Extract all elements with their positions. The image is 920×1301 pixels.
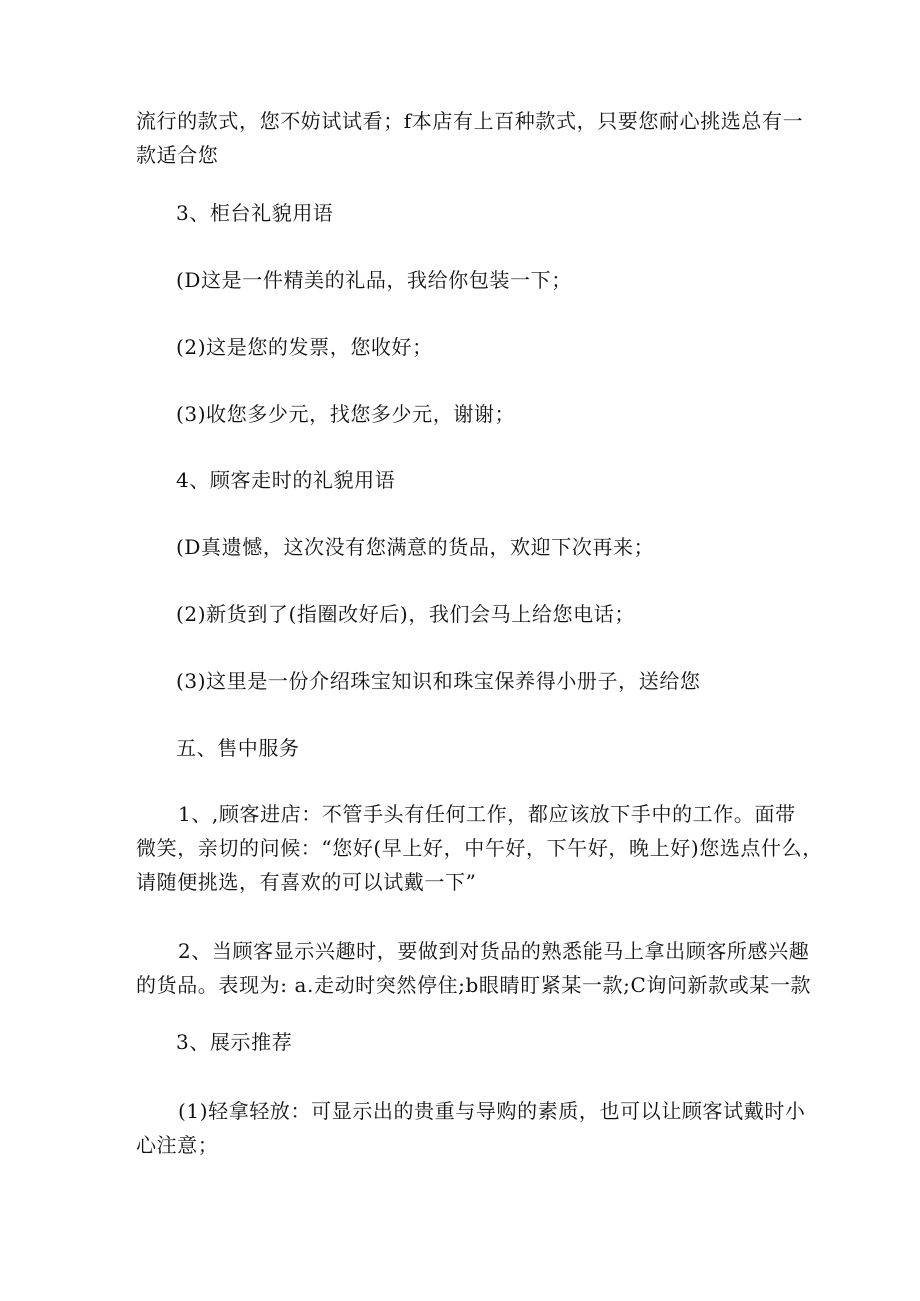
heading-counter-phrases xyxy=(176,196,796,230)
text-line: (D这是一件精美的礼品，我给你包装一下； xyxy=(176,268,572,292)
section-heading-in-sale-service xyxy=(176,731,796,765)
heading-farewell-phrases xyxy=(176,463,796,497)
heading-text: 4、顾客走时的礼貌用语 xyxy=(176,468,396,492)
list-item-invoice xyxy=(176,330,796,364)
list-item-regret xyxy=(176,530,796,564)
heading-display-recommend xyxy=(176,1025,796,1059)
heading-text: 3、柜台礼貌用语 xyxy=(176,201,334,225)
heading-text: 3、展示推荐 xyxy=(176,1030,293,1054)
text-line: 心注意； xyxy=(136,1133,219,1157)
text-line: (1)轻拿轻放：可显示出的贵重与导购的素质，也可以让顾客试戴时小 xyxy=(178,1099,806,1123)
paragraph-handle-gently xyxy=(136,1094,806,1162)
text-line: (2)这是您的发票，您收好； xyxy=(176,335,433,359)
paragraph-styles-suggestion xyxy=(136,104,804,172)
text-line: 请随便挑选，有喜欢的可以试戴一下” xyxy=(136,870,477,894)
paragraph-customer-enters xyxy=(136,797,823,899)
list-item-payment xyxy=(176,397,796,431)
text-line: 的货品。表现为: a.走动时突然停住;b眼睛盯紧某一款;C询问新款或某一款 xyxy=(136,973,812,997)
text-line: 流行的款式，您不妨试试看；f本店有上百种款式，只要您耐心挑选总有一 xyxy=(136,109,804,133)
list-item-new-stock xyxy=(176,597,796,631)
text-line: (3)这里是一份介绍珠宝知识和珠宝保养得小册子，送给您 xyxy=(176,669,701,693)
list-item-gift-wrap xyxy=(176,263,796,297)
paragraph-customer-interest xyxy=(136,934,812,1002)
text-line: (2)新货到了(指圈改好后)，我们会马上给您电话； xyxy=(176,602,635,626)
list-item-booklet xyxy=(176,664,796,698)
heading-text: 五、售中服务 xyxy=(176,736,300,760)
text-line: 微笑，亲切的问候：“您好(早上好，中午好，下午好，晚上好)您选点什么， xyxy=(136,836,823,860)
text-line: (3)收您多少元，找您多少元，谢谢； xyxy=(176,402,516,426)
text-line: (D真遗憾，这次没有您满意的货品，欢迎下次再来； xyxy=(176,535,655,559)
text-line: 款适合您 xyxy=(136,143,219,167)
text-line: 1、,顾客进店：不管手头有任何工作，都应该放下手中的工作。面带 xyxy=(178,802,796,826)
text-line: 2、当顾客显示兴趣时，要做到对货品的熟悉能马上拿出顾客所感兴趣 xyxy=(178,939,810,963)
